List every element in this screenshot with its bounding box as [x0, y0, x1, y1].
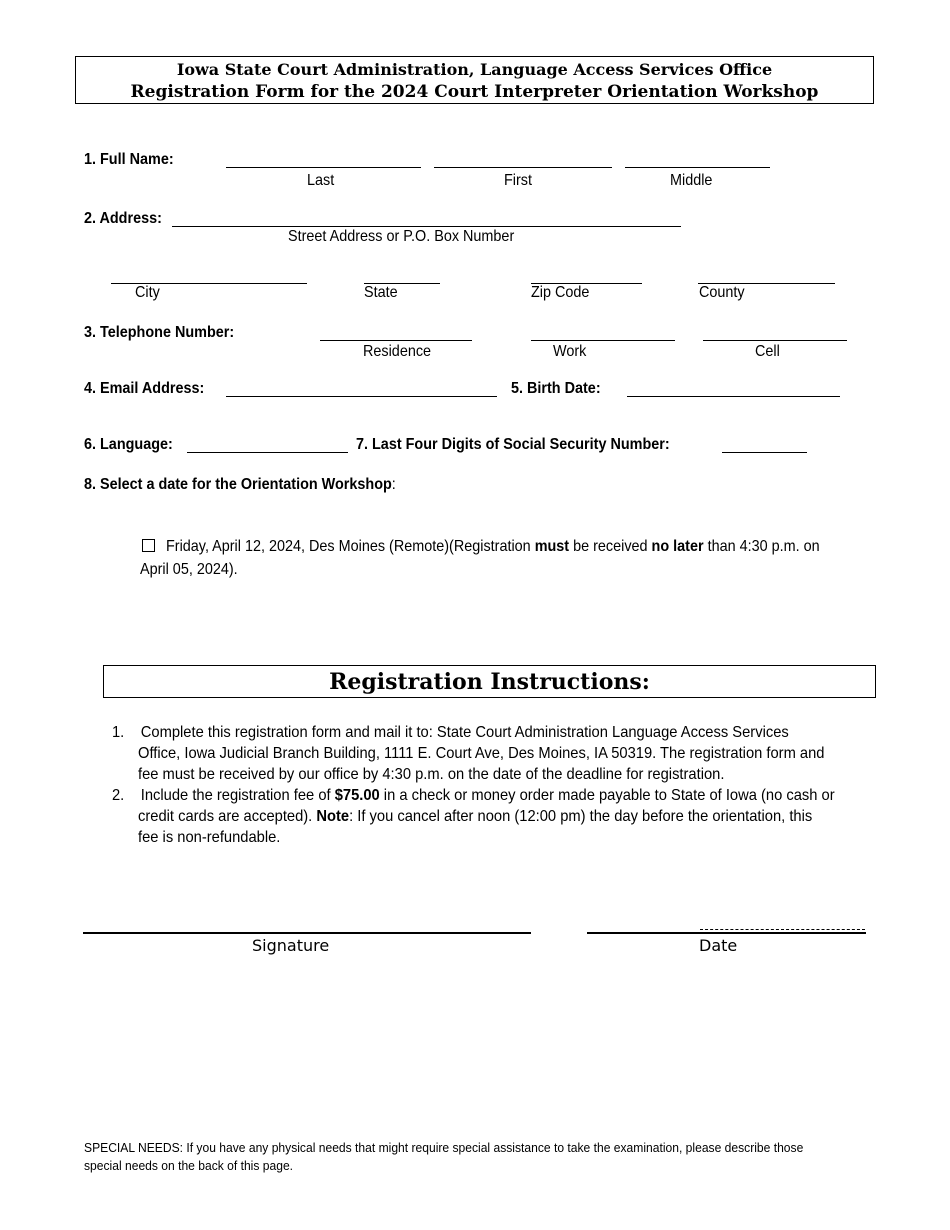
last-name-caption: Last — [307, 172, 335, 189]
first-name-field[interactable] — [434, 167, 612, 168]
registration-fee: $75.00 — [334, 787, 380, 804]
email-field[interactable] — [226, 396, 497, 397]
workshop-label — [84, 476, 396, 494]
special-needs-line-2: special needs on the back of this page. — [84, 1158, 294, 1173]
workshop-date-checkbox[interactable] — [142, 539, 155, 552]
instruction-2-number: 2. — [112, 787, 125, 804]
workshop-label-colon: : — [391, 476, 396, 493]
date-caption: Date — [699, 936, 738, 955]
workshop-option-no-later: no later — [651, 538, 704, 555]
residence-caption: Residence — [363, 343, 432, 360]
instruction-2-text-c: credit cards are accepted). — [138, 808, 317, 825]
signature-field[interactable] — [83, 932, 531, 934]
instructions-title: Registration Instructions: — [103, 665, 876, 698]
date-field-underscore — [700, 929, 865, 930]
ssn-label: 7. Last Four Digits of Social Security Number: — [356, 436, 670, 453]
workshop-option-text-a: Friday, April 12, 2024, Des Moines (Remote)(Registration — [166, 538, 535, 555]
last-name-field[interactable] — [226, 167, 421, 168]
workshop-label-text: 8. Select a date for the Orientation Workshop — [84, 476, 392, 493]
middle-name-caption: Middle — [670, 172, 713, 189]
ssn-field[interactable] — [722, 452, 807, 453]
work-phone-field[interactable] — [531, 340, 675, 341]
instruction-2-text-b: in a check or money order made payable to State of Iowa (no cash or — [379, 787, 835, 804]
form-header — [75, 56, 874, 104]
instruction-2-line-1 — [138, 785, 865, 806]
workshop-option-text-c: than 4:30 p.m. on — [703, 538, 820, 555]
residence-phone-field[interactable] — [320, 340, 472, 341]
workshop-option-line-2: April 05, 2024). — [140, 561, 238, 578]
instruction-2-text-a: Include the registration fee of — [140, 787, 335, 804]
workshop-option-text-b: be received — [569, 538, 652, 555]
signature-caption: Signature — [252, 936, 330, 955]
instruction-1-line-1: Complete this registration form and mail it to: State Court Administration Language Access Services — [140, 724, 789, 741]
street-address-field[interactable] — [172, 226, 681, 227]
header-line-1: Iowa State Court Administration, Language Access Services Office — [176, 60, 773, 79]
language-field[interactable] — [187, 452, 348, 453]
special-needs-line-1: SPECIAL NEEDS: If you have any physical needs that might require special assistance to take the examination, please describe those — [84, 1140, 804, 1155]
zip-code-caption: Zip Code — [531, 284, 590, 301]
instruction-1 — [138, 722, 865, 785]
instruction-2-line-3: fee is non-refundable. — [138, 829, 281, 846]
instruction-2-text-d: : If you cancel after noon (12:00 pm) the day before the orientation, this — [349, 808, 813, 825]
middle-name-field[interactable] — [625, 167, 770, 168]
full-name-label: 1. Full Name: — [84, 151, 174, 168]
header-line-2: Registration Form for the 2024 Court Interpreter Orientation Workshop — [130, 82, 819, 102]
instruction-1-number: 1. — [112, 724, 125, 741]
workshop-option-must: must — [534, 538, 570, 555]
instruction-2-line-2 — [138, 806, 865, 827]
instruction-2-note: Note — [316, 808, 350, 825]
county-caption: County — [699, 284, 745, 301]
special-needs-note — [84, 1139, 884, 1175]
birth-date-field[interactable] — [627, 396, 840, 397]
workshop-option-line-1 — [166, 538, 820, 556]
first-name-caption: First — [504, 172, 532, 189]
state-caption: State — [364, 284, 398, 301]
street-address-caption: Street Address or P.O. Box Number — [288, 228, 515, 245]
telephone-label: 3. Telephone Number: — [84, 324, 235, 341]
email-label: 4. Email Address: — [84, 380, 205, 397]
work-caption: Work — [553, 343, 587, 360]
address-label: 2. Address: — [84, 210, 162, 227]
instruction-1-line-3: fee must be received by our office by 4:30 p.m. on the date of the deadline for registration. — [138, 766, 725, 783]
city-caption: City — [135, 284, 160, 301]
instruction-2 — [138, 785, 865, 848]
language-label: 6. Language: — [84, 436, 173, 453]
birth-date-label: 5. Birth Date: — [511, 380, 601, 397]
cell-phone-field[interactable] — [703, 340, 847, 341]
instruction-1-line-2: Office, Iowa Judicial Branch Building, 1111 E. Court Ave, Des Moines, IA 50319. The registration form and — [138, 745, 825, 762]
cell-caption: Cell — [755, 343, 780, 360]
date-field[interactable] — [587, 932, 866, 934]
